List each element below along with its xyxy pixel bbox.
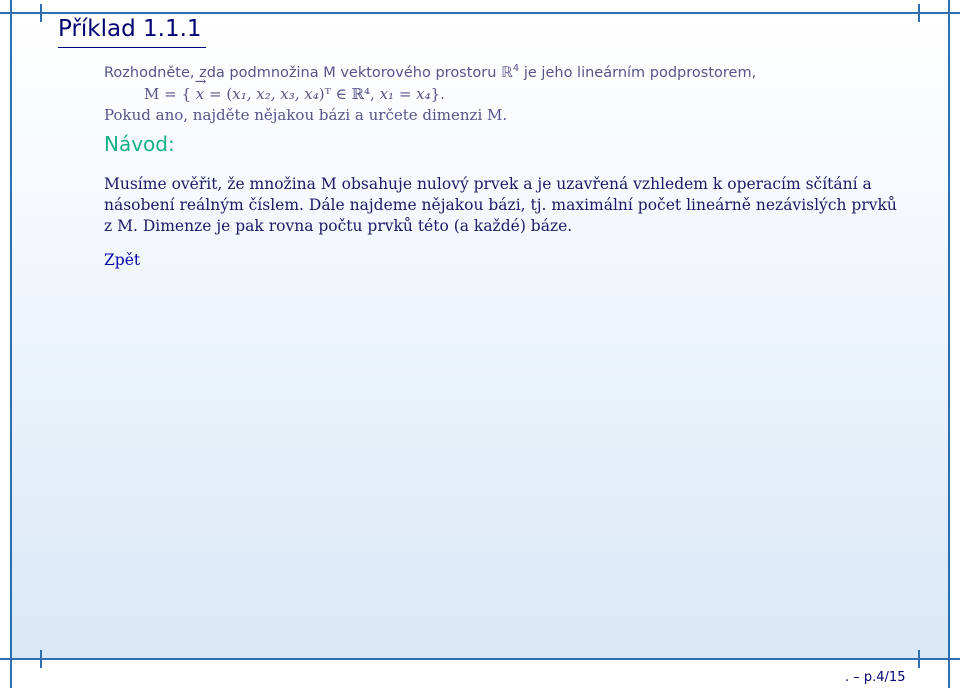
hint-text: Musíme ověřit, že množina M obsahuje nulový prvek a je uzavřená vzhledem k operacím sčítání a násobení reálným číslem. Dále najdeme nějakou bázi, tj. maximální počet lineárně nezávislých prvků z M. Dimenze je pak rovna počtu prvků této (a každé) báze. bbox=[104, 175, 897, 235]
bottom-left-tick bbox=[40, 650, 42, 668]
set-close: }. bbox=[430, 84, 445, 103]
transpose-membership: )ᵀ ∈ ℝ⁴, bbox=[318, 84, 375, 103]
hint-heading: Návod: bbox=[104, 132, 175, 156]
task-line-2 bbox=[104, 84, 894, 105]
set-prefix: M = { bbox=[144, 84, 192, 103]
vector-x: → x bbox=[196, 84, 204, 105]
top-left-tick bbox=[40, 4, 42, 22]
task-line-1 bbox=[104, 58, 894, 84]
task-text-1-end: je jeho lineárním podprostorem, bbox=[523, 64, 757, 81]
set-condition: x₁ = x₄ bbox=[379, 84, 431, 103]
page-indicator: . – p.4/15 bbox=[845, 670, 906, 685]
tuple-components: x₁, x₂, x₃, x₄ bbox=[232, 84, 319, 103]
left-frame-line bbox=[10, 0, 12, 688]
task-statement bbox=[104, 58, 894, 126]
back-link[interactable]: Zpět bbox=[104, 251, 141, 269]
tuple-open: = ( bbox=[209, 84, 233, 103]
bottom-right-tick bbox=[918, 650, 920, 668]
title-underline bbox=[58, 47, 206, 48]
task-line-3: Pokud ano, najděte nějakou bázi a určete dimenzi M. bbox=[104, 105, 508, 124]
top-right-tick bbox=[918, 4, 920, 22]
space-symbol: ℝ$^4$ bbox=[501, 63, 520, 81]
bottom-frame-line bbox=[0, 658, 960, 660]
top-frame-line bbox=[0, 12, 960, 14]
task-text-1: Rozhodněte, zda podmnožina M vektorového prostoru bbox=[104, 64, 497, 81]
right-frame-line bbox=[948, 0, 950, 688]
slide-title: Příklad 1.1.1 bbox=[58, 16, 202, 42]
